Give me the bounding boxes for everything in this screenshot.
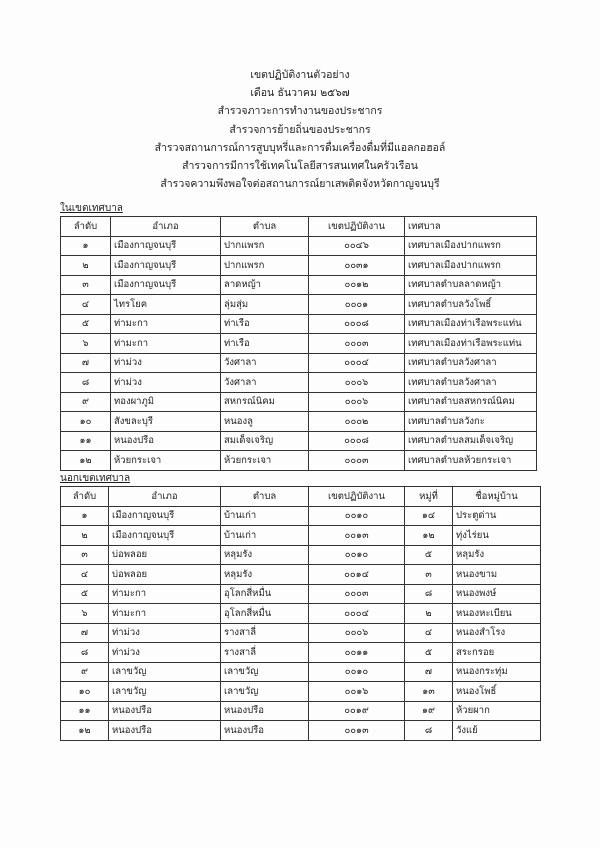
village-no-cell: ๑๔ xyxy=(405,506,453,526)
header-line-title: เขตปฏิบัติงานตัวอย่าง xyxy=(250,69,350,81)
document-header xyxy=(0,66,600,193)
table-row xyxy=(61,604,541,624)
municipal-section-title: ในเขตเทศบาล xyxy=(60,203,123,214)
header-line-month: เดือน ธันวาคม ๒๕๖๗ xyxy=(250,87,350,100)
subdistrict-cell: เลาขวัญ xyxy=(221,662,309,682)
district-cell: ท่ามะกา xyxy=(109,584,221,604)
order-cell: ๑ xyxy=(61,506,109,526)
ea-cell: ๐๐๐๔ xyxy=(309,353,405,373)
table-row xyxy=(61,275,537,295)
ea-cell: ๐๐๑๓ xyxy=(309,526,405,546)
order-cell: ๑๐ xyxy=(61,682,109,702)
table-row xyxy=(61,431,537,451)
subdistrict-cell: เลาขวัญ xyxy=(221,682,309,702)
column-header: ตำบล xyxy=(221,487,309,507)
subdistrict-cell: วังศาลา xyxy=(221,373,309,393)
subdistrict-cell: รางสาลี่ xyxy=(221,623,309,643)
village-name-cell: หนองขาม xyxy=(453,565,541,585)
subdistrict-cell: สหกรณ์นิคม xyxy=(221,392,309,412)
table-row xyxy=(61,373,537,393)
district-cell: ทองผาภูมิ xyxy=(111,392,221,412)
order-cell: ๑๐ xyxy=(61,412,111,432)
order-cell: ๓ xyxy=(61,275,111,295)
order-cell: ๗ xyxy=(61,623,109,643)
ea-cell: ๐๐๑๐ xyxy=(309,545,405,565)
ea-cell: ๐๐๐๘ xyxy=(309,431,405,451)
column-header: เทศบาล xyxy=(405,217,537,237)
ea-cell: ๐๐๓๑ xyxy=(309,256,405,276)
village-no-cell: ๒ xyxy=(405,604,453,624)
ea-cell: ๐๐๑๔ xyxy=(309,565,405,585)
district-cell: ท่ามะกา xyxy=(111,334,221,354)
order-cell: ๘ xyxy=(61,643,109,663)
village-name-cell: หนองสำโรง xyxy=(453,623,541,643)
table-row xyxy=(61,506,541,526)
district-cell: เลาขวัญ xyxy=(109,662,221,682)
municipality-cell: เทศบาลตำบลวังกะ xyxy=(405,412,537,432)
village-no-cell: ๔ xyxy=(405,623,453,643)
village-name-cell: หลุมรัง xyxy=(453,545,541,565)
district-cell: ท่าม่วง xyxy=(111,353,221,373)
nonmunicipal-table xyxy=(60,486,541,741)
village-no-cell: ๘ xyxy=(405,584,453,604)
subdistrict-cell: ท่าเรือ xyxy=(221,314,309,334)
district-cell: ท่าม่วง xyxy=(111,373,221,393)
district-cell: หนองปรือ xyxy=(109,721,221,741)
order-cell: ๑๑ xyxy=(61,431,111,451)
municipality-cell: เทศบาลเมืองท่าเรือพระแท่น xyxy=(405,334,537,354)
district-cell: เมืองกาญจนบุรี xyxy=(111,236,221,256)
table-row xyxy=(61,526,541,546)
column-header: อำเภอ xyxy=(111,217,221,237)
subdistrict-cell: ปากแพรก xyxy=(221,236,309,256)
table-row xyxy=(61,545,541,565)
column-header: ตำบล xyxy=(221,217,309,237)
municipality-cell: เทศบาลตำบลห้วยกระเจา xyxy=(405,451,537,471)
table-row xyxy=(61,412,537,432)
order-cell: ๒ xyxy=(61,256,111,276)
municipality-cell: เทศบาลตำบลลาดหญ้า xyxy=(405,275,537,295)
municipality-cell: เทศบาลตำบลสมเด็จเจริญ xyxy=(405,431,537,451)
district-cell: บ่อพลอย xyxy=(109,565,221,585)
village-no-cell: ๓ xyxy=(405,565,453,585)
header-line-survey-5: สำรวจความพึงพอใจต่อสถานการณ์ยาเสพติดจังหวัดกาญจนบุรี xyxy=(160,178,440,191)
district-cell: บ่อพลอย xyxy=(109,545,221,565)
subdistrict-cell: หนองปรือ xyxy=(221,721,309,741)
ea-cell: ๐๐๑๑ xyxy=(309,643,405,663)
header-line-survey-3: สำรวจสถานการณ์การสูบบุหรี่และการดื่มเครื่องดื่มที่มีแอลกอฮอล์ xyxy=(154,141,446,154)
ea-cell: ๐๐๑๐ xyxy=(309,506,405,526)
order-cell: ๖ xyxy=(61,604,109,624)
order-cell: ๕ xyxy=(61,314,111,334)
order-cell: ๑๒ xyxy=(61,451,111,471)
table-row xyxy=(61,584,541,604)
ea-cell: ๐๐๐๘ xyxy=(309,314,405,334)
ea-cell: ๐๐๐๓ xyxy=(309,334,405,354)
table-row xyxy=(61,236,537,256)
district-cell: เลาขวัญ xyxy=(109,682,221,702)
subdistrict-cell: บ้านเก่า xyxy=(221,526,309,546)
header-line-survey-4: สำรวจการมีการใช้เทคโนโลยีสารสนเทศในครัวเรือน xyxy=(182,160,418,173)
subdistrict-cell: รางสาลี่ xyxy=(221,643,309,663)
village-name-cell: หนองโพธิ์ xyxy=(453,682,541,702)
district-cell: เมืองกาญจนบุรี xyxy=(109,506,221,526)
district-cell: ท่ามะกา xyxy=(111,314,221,334)
order-cell: ๑๒ xyxy=(61,721,109,741)
subdistrict-cell: ลุ่มสุ่ม xyxy=(221,295,309,315)
village-no-cell: ๑๙ xyxy=(405,701,453,721)
table-row xyxy=(61,721,541,741)
district-cell: เมืองกาญจนบุรี xyxy=(109,526,221,546)
order-cell: ๓ xyxy=(61,545,109,565)
ea-cell: ๐๐๐๓ xyxy=(309,584,405,604)
ea-cell: ๐๐๑๒ xyxy=(309,275,405,295)
column-header: หมู่ที่ xyxy=(405,487,453,507)
order-cell: ๙ xyxy=(61,392,111,412)
order-cell: ๖ xyxy=(61,334,111,354)
order-cell: ๑ xyxy=(61,236,111,256)
subdistrict-cell: อุโลกสี่หมื่น xyxy=(221,604,309,624)
table-row xyxy=(61,256,537,276)
subdistrict-cell: วังศาลา xyxy=(221,353,309,373)
ea-cell: ๐๐๐๑ xyxy=(309,295,405,315)
village-name-cell: สระกรอย xyxy=(453,643,541,663)
ea-cell: ๐๐๑๓ xyxy=(309,721,405,741)
village-no-cell: ๗ xyxy=(405,662,453,682)
subdistrict-cell: ลาดหญ้า xyxy=(221,275,309,295)
order-cell: ๘ xyxy=(61,373,111,393)
village-no-cell: ๘ xyxy=(405,721,453,741)
table-row xyxy=(61,392,537,412)
table-row xyxy=(61,353,537,373)
district-cell: เมืองกาญจนบุรี xyxy=(111,275,221,295)
table-row xyxy=(61,565,541,585)
municipality-cell: เทศบาลเมืองท่าเรือพระแท่น xyxy=(405,314,537,334)
district-cell: ท่าม่วง xyxy=(109,643,221,663)
village-no-cell: ๕ xyxy=(405,545,453,565)
district-cell: หนองปรือ xyxy=(111,431,221,451)
ea-cell: ๐๐๐๒ xyxy=(309,412,405,432)
ea-cell: ๐๐๑๐ xyxy=(309,662,405,682)
village-name-cell: หนองหะเบียน xyxy=(453,604,541,624)
column-header: ชื่อหมู่บ้าน xyxy=(453,487,541,507)
village-no-cell: ๕ xyxy=(405,643,453,663)
order-cell: ๒ xyxy=(61,526,109,546)
district-cell: หนองปรือ xyxy=(109,701,221,721)
municipal-table xyxy=(60,216,537,471)
order-cell: ๕ xyxy=(61,584,109,604)
column-header: เขตปฏิบัติงาน xyxy=(309,487,405,507)
district-cell: ไทรโยค xyxy=(111,295,221,315)
village-name-cell: ทุ่งไร่ยน xyxy=(453,526,541,546)
table-row xyxy=(61,701,541,721)
village-name-cell: วังแย้ xyxy=(453,721,541,741)
table-header-row xyxy=(61,217,537,237)
village-no-cell: ๑๒ xyxy=(405,526,453,546)
order-cell: ๙ xyxy=(61,662,109,682)
ea-cell: ๐๐๑๖ xyxy=(309,682,405,702)
subdistrict-cell: สมเด็จเจริญ xyxy=(221,431,309,451)
district-cell: ท่ามะกา xyxy=(109,604,221,624)
ea-cell: ๐๐๐๖ xyxy=(309,623,405,643)
municipality-cell: เทศบาลตำบลวังศาลา xyxy=(405,373,537,393)
subdistrict-cell: ท่าเรือ xyxy=(221,334,309,354)
column-header: อำเภอ xyxy=(109,487,221,507)
ea-cell: ๐๐๐๓ xyxy=(309,451,405,471)
ea-cell: ๐๐๔๖ xyxy=(309,236,405,256)
table-row xyxy=(61,451,537,471)
table-row xyxy=(61,643,541,663)
subdistrict-cell: ปากแพรก xyxy=(221,256,309,276)
header-line-survey-1: สำรวจภาวะการทำงานของประชากร xyxy=(217,105,383,118)
district-cell: เมืองกาญจนบุรี xyxy=(111,256,221,276)
order-cell: ๗ xyxy=(61,353,111,373)
table-header-row xyxy=(61,487,541,507)
village-name-cell: ประตูด่าน xyxy=(453,506,541,526)
order-cell: ๔ xyxy=(61,295,111,315)
subdistrict-cell: ห้วยกระเจา xyxy=(221,451,309,471)
subdistrict-cell: หลุมรัง xyxy=(221,545,309,565)
ea-cell: ๐๐๐๖ xyxy=(309,373,405,393)
village-no-cell: ๑๓ xyxy=(405,682,453,702)
order-cell: ๔ xyxy=(61,565,109,585)
district-cell: สังขละบุรี xyxy=(111,412,221,432)
ea-cell: ๐๐๐๔ xyxy=(309,604,405,624)
table-row xyxy=(61,662,541,682)
table-row xyxy=(61,314,537,334)
municipality-cell: เทศบาลตำบลสหกรณ์นิคม xyxy=(405,392,537,412)
subdistrict-cell: หนองลู xyxy=(221,412,309,432)
column-header: ลำดับ xyxy=(61,217,111,237)
table-row xyxy=(61,295,537,315)
district-cell: ห้วยกระเจา xyxy=(111,451,221,471)
ea-cell: ๐๐๐๖ xyxy=(309,392,405,412)
village-name-cell: ห้วยผาก xyxy=(453,701,541,721)
subdistrict-cell: หนองปรือ xyxy=(221,701,309,721)
village-name-cell: หนองพงษ์ xyxy=(453,584,541,604)
municipality-cell: เทศบาลตำบลวังโพธิ์ xyxy=(405,295,537,315)
nonmunicipal-section-title: นอกเขตเทศบาล xyxy=(60,473,131,484)
subdistrict-cell: อุโลกสี่หมื่น xyxy=(221,584,309,604)
table-row xyxy=(61,682,541,702)
municipality-cell: เทศบาลเมืองปากแพรก xyxy=(405,256,537,276)
subdistrict-cell: หลุมรัง xyxy=(221,565,309,585)
municipality-cell: เทศบาลตำบลวังศาลา xyxy=(405,353,537,373)
village-name-cell: หนองกระทุ่ม xyxy=(453,662,541,682)
column-header: ลำดับ xyxy=(61,487,109,507)
table-row xyxy=(61,334,537,354)
order-cell: ๑๑ xyxy=(61,701,109,721)
table-row xyxy=(61,623,541,643)
municipality-cell: เทศบาลเมืองปากแพรก xyxy=(405,236,537,256)
header-line-survey-2: สำรวจการย้ายถิ่นของประชากร xyxy=(229,123,371,136)
column-header: เขตปฏิบัติงาน xyxy=(309,217,405,237)
subdistrict-cell: บ้านเก่า xyxy=(221,506,309,526)
ea-cell: ๐๐๑๙ xyxy=(309,701,405,721)
district-cell: ท่าม่วง xyxy=(109,623,221,643)
